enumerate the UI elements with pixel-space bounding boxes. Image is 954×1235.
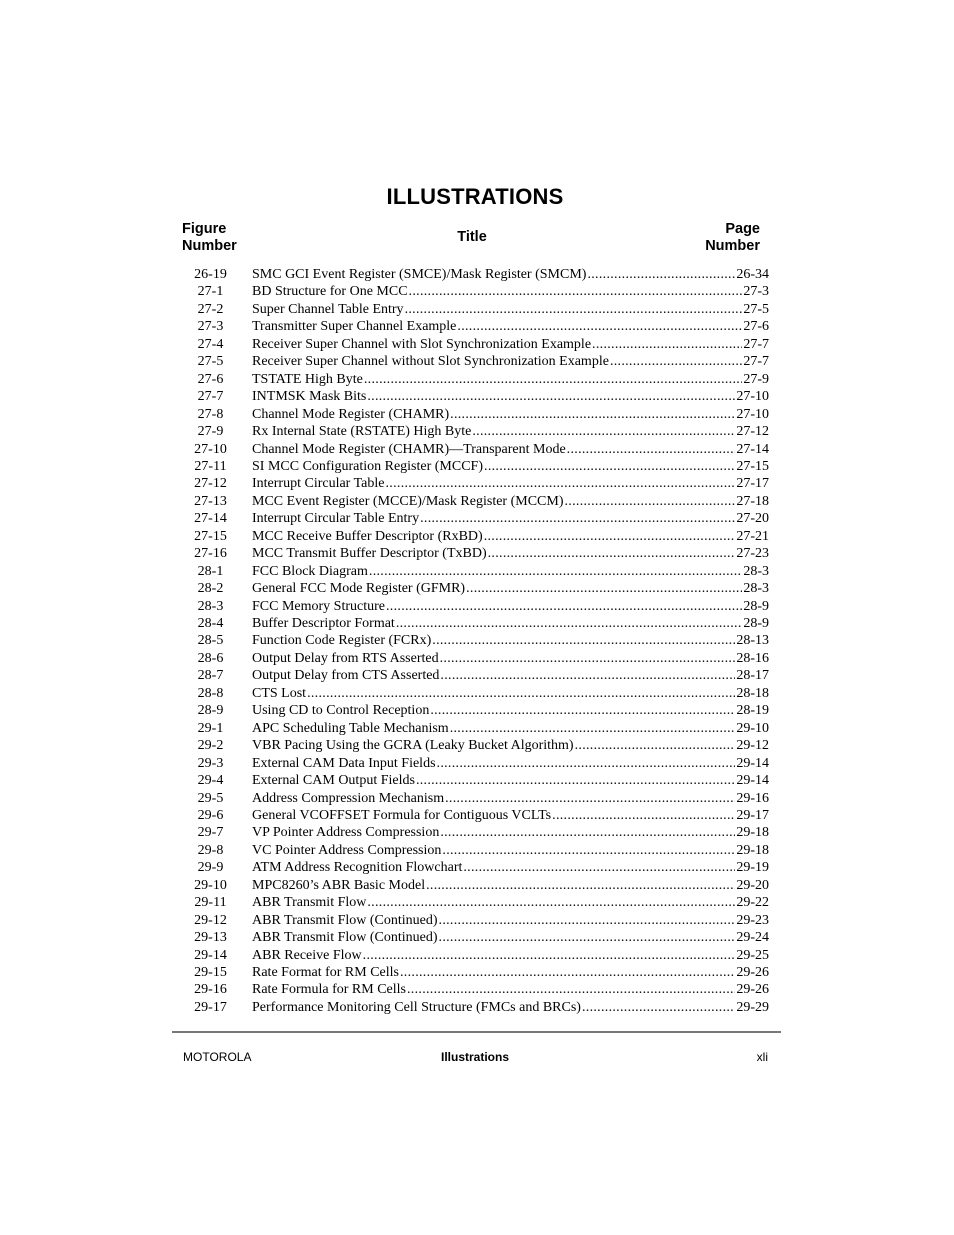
- page-number: 29-26: [736, 982, 769, 998]
- page-number: 27-12: [736, 424, 769, 440]
- figure-title: Receiver Super Channel with Slot Synchronization Example: [252, 336, 592, 352]
- figure-title: Output Delay from CTS Asserted: [252, 668, 440, 684]
- list-item[interactable]: [0, 615, 954, 633]
- figure-title: FCC Memory Structure: [252, 598, 385, 614]
- entry-line: [252, 650, 769, 668]
- page-number: 27-10: [736, 389, 769, 405]
- figure-number: 27-7: [197, 389, 224, 405]
- figure-number: 29-17: [194, 999, 227, 1015]
- figure-title: MCC Event Register (MCCE)/Mask Register (MCCM): [252, 493, 564, 509]
- entry-line: [252, 615, 769, 633]
- page-number: 29-20: [736, 877, 769, 893]
- list-item[interactable]: [0, 336, 954, 354]
- figure-number: 29-3: [197, 755, 224, 771]
- list-item[interactable]: [0, 807, 954, 825]
- entry-line: [252, 388, 769, 406]
- figure-number: 29-6: [197, 807, 224, 823]
- figure-title: Receiver Super Channel without Slot Synchronization Example: [252, 354, 609, 370]
- figure-title: Buffer Descriptor Format: [252, 616, 395, 631]
- page-number: 28-17: [736, 668, 769, 684]
- dot-leader: [575, 737, 736, 755]
- list-item[interactable]: [0, 790, 954, 808]
- entry-line: [252, 685, 769, 703]
- entry-line: [252, 406, 769, 424]
- entry-line: [252, 929, 769, 947]
- footer-page-number: xli: [756, 1050, 768, 1064]
- list-item[interactable]: [0, 894, 954, 912]
- page-number: 29-25: [736, 947, 769, 963]
- list-item[interactable]: [0, 650, 954, 668]
- entry-line: [252, 859, 769, 877]
- dot-leader: [405, 301, 743, 319]
- list-item[interactable]: [0, 755, 954, 773]
- figure-number: 29-4: [197, 773, 224, 789]
- list-item[interactable]: [0, 842, 954, 860]
- figure-number: 28-5: [197, 633, 224, 649]
- page-number: 29-26: [736, 965, 769, 980]
- page-number: 29-18: [736, 825, 769, 841]
- list-item[interactable]: [0, 318, 954, 336]
- dot-leader: [466, 580, 742, 598]
- figure-number: 29-2: [197, 738, 224, 754]
- figure-number: 26-19: [194, 267, 227, 282]
- page-number: 27-9: [743, 371, 769, 387]
- dot-leader: [442, 842, 735, 860]
- figure-title: Performance Monitoring Cell Structure (FMCs and BRCs): [252, 999, 581, 1015]
- figure-title: ABR Transmit Flow (Continued): [252, 930, 438, 946]
- figure-title: Rx Internal State (RSTATE) High Byte: [252, 424, 472, 440]
- dot-leader: [439, 912, 736, 930]
- list-item[interactable]: [0, 266, 954, 284]
- list-item[interactable]: [0, 720, 954, 738]
- entry-line: [252, 353, 769, 371]
- dot-leader: [363, 947, 736, 965]
- dot-leader: [426, 877, 735, 895]
- dot-leader: [440, 667, 735, 685]
- list-item[interactable]: [0, 912, 954, 930]
- list-item[interactable]: [0, 702, 954, 720]
- entry-line: [252, 423, 769, 441]
- page-number: 29-14: [736, 755, 769, 771]
- list-item[interactable]: [0, 981, 954, 999]
- list-item[interactable]: [0, 510, 954, 528]
- page-header-line2: Number: [705, 238, 760, 254]
- dot-leader: [440, 824, 735, 842]
- page-number: 28-13: [736, 633, 769, 649]
- entry-line: [252, 336, 769, 354]
- dot-leader: [416, 772, 735, 790]
- figure-number: 27-6: [197, 371, 224, 387]
- entry-line: [252, 441, 769, 459]
- list-item[interactable]: [0, 824, 954, 842]
- figure-number: 27-16: [194, 546, 227, 562]
- page-title: ILLUSTRATIONS: [386, 184, 564, 209]
- entry-line: [252, 632, 769, 650]
- entry-line: [252, 720, 769, 738]
- page-number: 27-7: [743, 354, 769, 370]
- page-number: 28-9: [743, 616, 769, 631]
- page-number: 29-23: [736, 912, 769, 928]
- figure-number: 27-5: [197, 354, 224, 370]
- dot-leader: [472, 423, 735, 441]
- dot-leader: [463, 859, 735, 877]
- figure-title: VBR Pacing Using the GCRA (Leaky Bucket Algorithm): [252, 738, 574, 754]
- figure-title: Rate Format for RM Cells: [252, 965, 399, 980]
- page-number: 29-12: [736, 738, 769, 754]
- list-item[interactable]: [0, 999, 954, 1017]
- figure-title: Channel Mode Register (CHAMR): [252, 406, 450, 422]
- footer-section: Illustrations: [440, 1050, 509, 1064]
- page-number: 27-15: [736, 458, 769, 474]
- figure-number: 27-4: [197, 336, 224, 352]
- figure-title: SI MCC Configuration Register (MCCF): [252, 458, 484, 474]
- list-item[interactable]: [0, 458, 954, 476]
- figure-number: 29-10: [194, 877, 227, 893]
- dot-leader: [307, 685, 735, 703]
- figure-title: Transmitter Super Channel Example: [252, 319, 457, 335]
- figure-header-line1: Figure: [182, 221, 227, 237]
- figure-number: 29-8: [197, 842, 224, 858]
- page-number-header: [640, 221, 760, 255]
- dot-leader: [367, 388, 735, 406]
- page-header-line1: Page: [725, 221, 760, 237]
- list-item[interactable]: [0, 301, 954, 319]
- figure-title: Function Code Register (FCRx): [252, 633, 432, 649]
- dot-leader: [407, 981, 735, 999]
- figure-number: 28-2: [197, 581, 224, 597]
- figure-number: 28-6: [197, 650, 224, 666]
- figure-number: 29-1: [197, 720, 224, 736]
- entry-line: [252, 912, 769, 930]
- figure-title: General VCOFFSET Formula for Contiguous VCLTs: [252, 807, 552, 823]
- entry-line: [252, 563, 769, 581]
- figure-title: Output Delay from RTS Asserted: [252, 650, 439, 666]
- dot-leader: [587, 266, 735, 284]
- dot-leader: [450, 406, 735, 424]
- entry-line: [252, 877, 769, 895]
- entry-line: [252, 493, 769, 511]
- figure-title: Super Channel Table Entry: [252, 301, 404, 317]
- figure-number: 27-1: [197, 284, 224, 300]
- page-number: 29-14: [736, 773, 769, 789]
- entry-line: [252, 301, 769, 319]
- figure-title: SMC GCI Event Register (SMCE)/Mask Register (SMCM): [252, 267, 587, 282]
- list-item[interactable]: [0, 493, 954, 511]
- figure-number: 29-12: [194, 912, 227, 928]
- dot-leader: [488, 545, 736, 563]
- page-number: 27-17: [736, 476, 769, 492]
- page-number: 27-6: [743, 319, 769, 335]
- dot-leader: [386, 598, 742, 616]
- entry-line: [252, 702, 769, 720]
- entry-line: [252, 667, 769, 685]
- figure-title: External CAM Output Fields: [252, 773, 415, 789]
- figure-number: 29-7: [197, 825, 224, 841]
- entry-line: [252, 772, 769, 790]
- figure-title: MPC8260’s ABR Basic Model: [252, 877, 426, 893]
- figure-number: 29-9: [197, 860, 224, 876]
- entry-line: [252, 580, 769, 598]
- list-item[interactable]: [0, 685, 954, 703]
- page-number: 29-16: [736, 790, 769, 806]
- dot-leader: [409, 283, 743, 301]
- figure-title: ABR Transmit Flow: [252, 895, 367, 911]
- entry-line: [252, 528, 769, 546]
- page-number: 27-18: [736, 493, 769, 509]
- figure-number: 29-16: [194, 982, 227, 998]
- list-item[interactable]: [0, 877, 954, 895]
- figure-number: 27-12: [194, 476, 227, 492]
- figure-number: 27-15: [194, 528, 227, 544]
- page-number: 26-34: [736, 267, 769, 282]
- footer-company: MOTOROLA: [183, 1050, 252, 1064]
- figure-title: TSTATE High Byte: [252, 371, 363, 387]
- figure-title: BD Structure for One MCC: [252, 284, 408, 300]
- figure-title: ABR Receive Flow: [252, 947, 362, 963]
- figure-number: 28-9: [197, 703, 224, 719]
- dot-leader: [610, 353, 742, 371]
- dot-leader: [552, 807, 735, 825]
- page-number: 27-21: [736, 528, 769, 544]
- figure-title: FCC Block Diagram: [252, 563, 368, 579]
- figure-number: 27-2: [197, 301, 224, 317]
- dot-leader: [457, 318, 742, 336]
- page-number: 28-3: [743, 563, 769, 579]
- list-item[interactable]: [0, 929, 954, 947]
- entry-line: [252, 947, 769, 965]
- entry-line: [252, 318, 769, 336]
- dot-leader: [567, 441, 736, 459]
- figure-number: 27-9: [197, 424, 224, 440]
- dot-leader: [400, 964, 735, 982]
- figure-title: Using CD to Control Reception: [252, 703, 430, 719]
- list-item[interactable]: [0, 632, 954, 650]
- figure-header-line2: Number: [182, 238, 237, 254]
- dot-leader: [565, 493, 736, 511]
- figure-number: 27-10: [194, 441, 227, 457]
- entry-line: [252, 894, 769, 912]
- dot-leader: [432, 632, 735, 650]
- list-item[interactable]: [0, 964, 954, 982]
- page-number: 29-17: [736, 807, 769, 823]
- dot-leader: [364, 371, 742, 389]
- figure-number: 28-4: [197, 616, 224, 631]
- figure-title: VC Pointer Address Compression: [252, 842, 442, 858]
- page-number: 27-7: [743, 336, 769, 352]
- figure-title: MCC Transmit Buffer Descriptor (TxBD): [252, 546, 487, 562]
- figure-number: 29-15: [194, 965, 227, 980]
- figure-title: INTMSK Mask Bits: [252, 389, 367, 405]
- page-number: 27-23: [736, 546, 769, 562]
- dot-leader: [437, 755, 736, 773]
- figure-title: General FCC Mode Register (GFMR): [252, 581, 466, 597]
- dot-leader: [396, 615, 743, 633]
- page-number: 27-10: [736, 406, 769, 422]
- page-number: 29-22: [736, 895, 769, 911]
- entry-line: [252, 790, 769, 808]
- page-number: 28-19: [736, 703, 769, 719]
- figure-title: Interrupt Circular Table Entry: [252, 511, 420, 527]
- figure-title: APC Scheduling Table Mechanism: [252, 720, 449, 736]
- list-item[interactable]: [0, 528, 954, 546]
- page-number: 29-18: [736, 842, 769, 858]
- entry-line: [252, 598, 769, 616]
- entry-line: [252, 824, 769, 842]
- list-item[interactable]: [0, 580, 954, 598]
- dot-leader: [430, 702, 735, 720]
- page-number: 27-20: [736, 511, 769, 527]
- list-item[interactable]: [0, 283, 954, 301]
- figure-title: ATM Address Recognition Flowchart: [252, 860, 463, 876]
- list-item[interactable]: [0, 563, 954, 581]
- page-number: 27-14: [736, 441, 769, 457]
- figure-title: VP Pointer Address Compression: [252, 825, 440, 841]
- dot-leader: [445, 790, 735, 808]
- figure-title: CTS Lost: [252, 685, 307, 701]
- page-number: 29-10: [736, 720, 769, 736]
- figure-number: 28-7: [197, 668, 224, 684]
- list-item[interactable]: [0, 545, 954, 563]
- figure-number: 29-13: [194, 930, 227, 946]
- entry-line: [252, 475, 769, 493]
- figure-title: ABR Transmit Flow (Continued): [252, 912, 438, 928]
- page-number: 29-24: [736, 930, 769, 946]
- dot-leader: [484, 528, 736, 546]
- list-item[interactable]: [0, 406, 954, 424]
- entry-line: [252, 842, 769, 860]
- list-item[interactable]: [0, 737, 954, 755]
- list-item[interactable]: [0, 475, 954, 493]
- figure-number: 28-3: [197, 598, 224, 614]
- figure-number: 29-5: [197, 790, 224, 806]
- page-number: 28-3: [743, 581, 769, 597]
- title-header: Title: [457, 229, 487, 245]
- figure-title: MCC Receive Buffer Descriptor (RxBD): [252, 528, 483, 544]
- figure-number: 27-13: [194, 493, 227, 509]
- page-number: 28-16: [736, 650, 769, 666]
- list-item[interactable]: [0, 388, 954, 406]
- footer-divider: [172, 1031, 781, 1033]
- page-number: 28-18: [736, 685, 769, 701]
- figure-number: 29-11: [194, 895, 227, 911]
- dot-leader: [369, 563, 742, 581]
- figure-number: 27-14: [194, 511, 227, 527]
- figure-title: External CAM Data Input Fields: [252, 755, 436, 771]
- figure-title: Rate Formula for RM Cells: [252, 982, 406, 998]
- dot-leader: [450, 720, 736, 738]
- dot-leader: [440, 650, 736, 668]
- list-item[interactable]: [0, 947, 954, 965]
- list-item[interactable]: [0, 441, 954, 459]
- entry-line: [252, 964, 769, 982]
- entry-line: [252, 266, 769, 284]
- list-item[interactable]: [0, 772, 954, 790]
- entry-line: [252, 737, 769, 755]
- entry-line: [252, 545, 769, 563]
- page-number: 27-3: [743, 284, 769, 300]
- figure-number: 28-1: [197, 563, 224, 579]
- entry-line: [252, 981, 769, 999]
- figure-number: 27-11: [194, 458, 227, 474]
- list-item[interactable]: [0, 353, 954, 371]
- figure-number: 27-3: [197, 319, 224, 335]
- figure-number: 28-8: [197, 685, 224, 701]
- entry-line: [252, 283, 769, 301]
- list-item[interactable]: [0, 667, 954, 685]
- figure-number: 29-14: [194, 947, 227, 963]
- dot-leader: [386, 475, 736, 493]
- dot-leader: [367, 894, 735, 912]
- entry-line: [252, 458, 769, 476]
- entry-line: [252, 510, 769, 528]
- dot-leader: [484, 458, 735, 476]
- figure-title: Interrupt Circular Table: [252, 476, 385, 492]
- dot-leader: [592, 336, 742, 354]
- entry-line: [252, 371, 769, 389]
- page-number: 28-9: [743, 598, 769, 614]
- figure-title: Channel Mode Register (CHAMR)—Transparent Mode: [252, 441, 566, 457]
- dot-leader: [420, 510, 735, 528]
- list-item[interactable]: [0, 423, 954, 441]
- entry-line: [252, 807, 769, 825]
- page-number: 29-29: [736, 999, 769, 1015]
- dot-leader: [582, 999, 735, 1017]
- list-item[interactable]: [0, 371, 954, 389]
- page-number: 27-5: [743, 301, 769, 317]
- dot-leader: [439, 929, 736, 947]
- entry-line: [252, 755, 769, 773]
- entry-line: [252, 999, 769, 1017]
- page-number: 29-19: [736, 860, 769, 876]
- list-item[interactable]: [0, 598, 954, 616]
- list-item[interactable]: [0, 859, 954, 877]
- figure-number: 27-8: [197, 406, 224, 422]
- figure-title: Address Compression Mechanism: [252, 790, 445, 806]
